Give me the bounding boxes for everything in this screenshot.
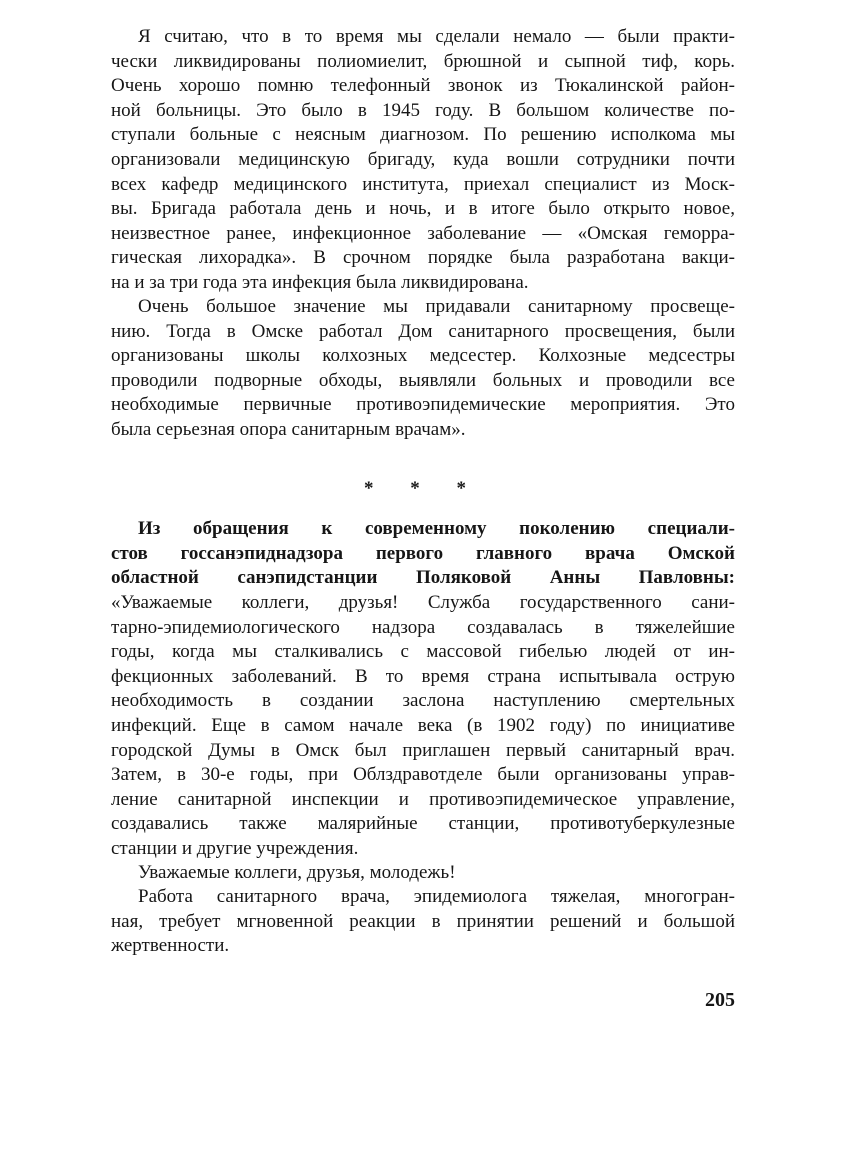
text-line: чески ликвидированы полиомиелит, брюшной и сыпной тиф, корь. <box>111 50 735 72</box>
text-line: «Уважаемые коллеги, друзья! Служба государственного сани- <box>111 592 735 613</box>
text-line: ной больницы. Это было в 1945 году. В большом количестве по- <box>111 99 735 121</box>
text-line: на и за три года эта инфекция была ликвидирована. <box>111 271 529 293</box>
text-line: организовали медицинскую бригаду, куда вошли сотрудники почти <box>111 148 735 170</box>
text-line: Работа санитарного врача, эпидемиолога тяжелая, многогран- <box>138 886 735 907</box>
quote-paragraph-greeting <box>111 861 735 886</box>
text-line: Затем, в 30-е годы, при Облздравотделе были организованы управ- <box>111 764 735 786</box>
quote-paragraph-service-history <box>111 591 735 862</box>
text-line: создавались также малярийные станции, противотуберкулезные <box>111 813 735 835</box>
text-line: гическая лихорадка». В срочном порядке была разработана вакци- <box>111 247 735 269</box>
text-line: жертвенности. <box>111 935 230 957</box>
text-line: тарно-эпидемиологического надзора создавалась в тяжелейшие <box>111 616 735 638</box>
heading-line: стов госсанэпиднадзора первого главного врача Омской <box>111 542 735 564</box>
text-line: всех кафедр медицинского института, приехал специалист из Моск- <box>111 173 735 195</box>
text-line: неизвестное ранее, инфекционное заболевание — «Омская геморра- <box>111 222 735 244</box>
paragraph-sanitary-education <box>111 295 735 443</box>
text-line: была серьезная опора санитарным врачам». <box>111 418 466 440</box>
book-page <box>111 0 735 1160</box>
page-number: 205 <box>705 989 735 1011</box>
quote-paragraph-work <box>111 885 735 959</box>
text-line: необходимые первичные противоэпидемические мероприятия. Это <box>111 394 735 416</box>
text-line: нию. Тогда в Омске работал Дом санитарного просвещения, были <box>111 320 735 342</box>
section-heading <box>111 517 735 591</box>
text-line: проводили подворные обходы, выявляли больных и проводили все <box>111 369 735 391</box>
text-line: ная, требует мгновенной реакции в принятии решений и большой <box>111 910 735 932</box>
text-line: Очень большое значение мы придавали санитарному просвеще- <box>138 296 735 317</box>
text-line: городской Думы в Омск был приглашен первый санитарный врач. <box>111 739 735 761</box>
text-line: Очень хорошо помню телефонный звонок из Тюкалинской район- <box>111 75 735 97</box>
text-line: инфекций. Еще в самом начале века (в 1902 году) по инициативе <box>111 714 735 736</box>
text-line: ступали больные с неясным диагнозом. По решению исполкома мы <box>111 124 735 146</box>
text-line: годы, когда мы сталкивались с массовой гибелью людей от ин- <box>111 641 735 663</box>
text-line: организованы школы колхозных медсестер. Колхозные медсестры <box>111 345 735 367</box>
text-line: необходимость в создании заслона наступлению смертельных <box>111 690 735 712</box>
paragraph-memories <box>111 25 735 296</box>
text-line: вы. Бригада работала день и ночь, и в итоге было открыто новое, <box>111 198 735 220</box>
text-line: фекционных заболеваний. В то время страна испытывала острую <box>111 665 735 687</box>
text-line: станции и другие учреждения. <box>111 837 359 859</box>
heading-line: Из обращения к современному поколению специали- <box>138 518 735 539</box>
text-line: Я считаю, что в то время мы сделали немало — были практи- <box>138 26 735 47</box>
section-separator: * * * <box>364 478 482 499</box>
text-line: ление санитарной инспекции и противоэпидемическое управление, <box>111 788 735 810</box>
heading-line: областной санэпидстанции Поляковой Анны Павловны: <box>111 567 735 589</box>
text-line: Уважаемые коллеги, друзья, молодежь! <box>138 862 456 883</box>
